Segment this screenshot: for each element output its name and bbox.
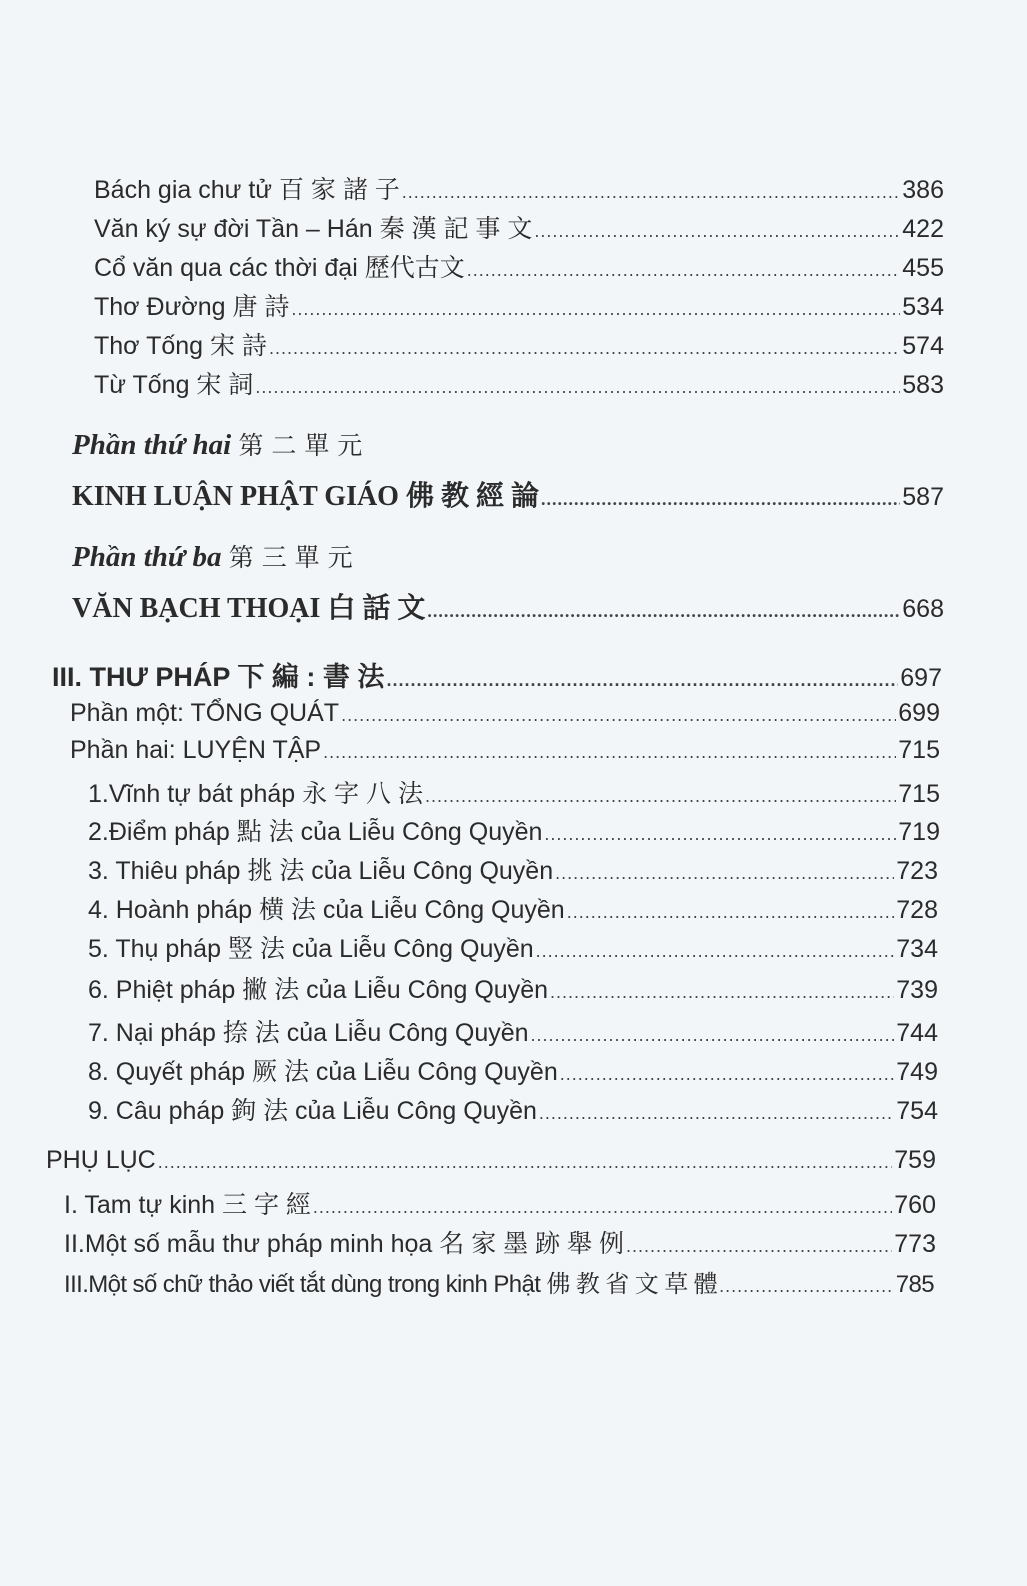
- appendix-heading: [46, 1146, 936, 1175]
- toc-entry-page: 785: [895, 1271, 934, 1298]
- toc-entry-page: 760: [894, 1191, 936, 1219]
- toc-entry-label: 1.Vĩnh tự bát pháp 永 字 八 法: [88, 780, 423, 808]
- toc-entry-page: 422: [902, 215, 944, 243]
- toc-entry-page: 699: [898, 699, 940, 727]
- toc-entry-page: 728: [896, 896, 938, 924]
- toc-entry-label: III. THƯ PHÁP 下 編 : 書 法: [52, 662, 385, 692]
- leader-dots: [544, 824, 896, 845]
- leader-dots: [291, 299, 900, 320]
- leader-dots: [467, 260, 901, 281]
- toc-entry-page: 734: [896, 935, 938, 963]
- toc-entry-page: 455: [902, 254, 944, 282]
- toc-entry: [94, 170, 944, 206]
- toc-entry-label: PHỤ LỤC: [46, 1146, 156, 1174]
- leader-dots: [550, 982, 894, 1003]
- toc-entry-page: 715: [898, 780, 940, 808]
- toc-entry-page: 697: [900, 664, 942, 692]
- leader-dots: [402, 182, 900, 203]
- toc-entry-page: 386: [902, 176, 944, 204]
- toc-entry-page: 744: [896, 1019, 938, 1047]
- leader-dots: [626, 1236, 892, 1257]
- toc-entry: [94, 209, 944, 245]
- leader-dots: [560, 1064, 895, 1085]
- toc-entry-page: 668: [902, 595, 944, 623]
- toc-entry: [94, 365, 944, 401]
- toc-entry: [88, 812, 940, 848]
- toc-entry-page: 754: [896, 1097, 938, 1125]
- leader-dots: [555, 863, 894, 884]
- toc-entry-label: Văn ký sự đời Tần – Hán 秦 漢 記 事 文: [94, 215, 533, 243]
- toc-entry: [64, 1264, 934, 1299]
- leader-dots: [313, 1197, 892, 1218]
- toc-entry: [88, 970, 938, 1006]
- toc-entry-page: 773: [894, 1230, 936, 1258]
- toc-entry-label: 6. Phiệt pháp 撇 法 của Liễu Công Quyền: [88, 976, 549, 1004]
- toc-entry-page: 739: [896, 976, 938, 1004]
- toc-entry-label: 5. Thụ pháp 竪 法 của Liễu Công Quyền: [88, 935, 534, 963]
- toc-entry-label: 3. Thiêu pháp 挑 法 của Liễu Công Quyền: [88, 857, 554, 885]
- toc-entry-label: 4. Hoành pháp 横 法 của Liễu Công Quyền: [88, 896, 565, 924]
- toc-entry-label: 9. Câu pháp 鉤 法 của Liễu Công Quyền: [88, 1097, 537, 1125]
- toc-entry-label: Phần hai: LUYỆN TẬP: [70, 736, 322, 764]
- leader-dots: [567, 902, 895, 923]
- toc-entry: [88, 851, 938, 887]
- toc-entry-page: 715: [898, 736, 940, 764]
- toc-entry-label: II.Một số mẫu thư pháp minh họa 名 家 墨 跡 舉 例: [64, 1230, 624, 1258]
- toc-entry-page: 587: [902, 483, 944, 511]
- toc-entry-label: 2.Điểm pháp 點 法 của Liễu Công Quyền: [88, 818, 543, 846]
- leader-dots: [425, 786, 896, 807]
- leader-dots: [539, 1103, 894, 1124]
- toc-entry: [94, 326, 944, 362]
- leader-dots: [536, 941, 895, 962]
- toc-entry-label: VĂN BẠCH THOẠI 白 話 文: [72, 593, 426, 624]
- part-heading: [72, 426, 362, 462]
- toc-entry-label: I. Tam tự kinh 三 字 經: [64, 1191, 311, 1219]
- leader-dots: [386, 670, 898, 691]
- toc-entry-label: Bách gia chư tử 百 家 諸 子: [94, 176, 400, 204]
- toc-entry: [64, 1185, 936, 1221]
- toc-entry: [64, 1224, 936, 1260]
- part-heading-cjk: 第 二 單 元: [238, 431, 363, 460]
- toc-entry-page: 534: [902, 293, 944, 321]
- part-heading-cjk: 第 三 單 元: [228, 543, 353, 572]
- toc-entry-label: 7. Nại pháp 捺 法 của Liễu Công Quyền: [88, 1019, 529, 1047]
- toc-entry: [70, 736, 940, 765]
- leader-dots: [323, 742, 896, 763]
- toc-entry-label: 8. Quyết pháp 厥 法 của Liễu Công Quyền: [88, 1058, 558, 1086]
- toc-entry: [72, 474, 944, 514]
- toc-entry-label: Phần một: TỔNG QUÁT: [70, 699, 340, 727]
- toc-entry-page: 759: [894, 1146, 936, 1174]
- toc-entry: [70, 699, 940, 728]
- toc-entry: [88, 1013, 938, 1049]
- leader-dots: [341, 705, 896, 726]
- toc-entry-page: 749: [896, 1058, 938, 1086]
- toc-entry-label: Thơ Tống 宋 詩: [94, 332, 267, 360]
- toc-entry: [72, 586, 944, 626]
- leader-dots: [719, 1276, 894, 1297]
- toc-entry-label: III.Một số chữ thảo viết tắt dùng trong kinh Phật 佛 教 省 文 草 體: [64, 1271, 718, 1298]
- toc-entry: [94, 248, 944, 284]
- toc-entry-page: 723: [896, 857, 938, 885]
- leader-dots: [255, 377, 900, 398]
- toc-entry: [88, 1052, 938, 1088]
- toc-entry-page: 574: [902, 332, 944, 360]
- toc-entry-page: 583: [902, 371, 944, 399]
- toc-entry: [88, 774, 940, 810]
- toc-entry-label: KINH LUẬN PHẬT GIÁO 佛 教 經 論: [72, 481, 539, 512]
- part-heading-title: Phần thứ ba: [72, 541, 222, 573]
- toc-entry: [88, 929, 938, 965]
- leader-dots: [269, 338, 900, 359]
- toc-entry-label: Từ Tống 宋 詞: [94, 371, 254, 399]
- toc-entry: [94, 287, 944, 323]
- toc-entry: [88, 1091, 938, 1127]
- part-heading-title: Phần thứ hai: [72, 429, 232, 461]
- leader-dots: [427, 601, 900, 622]
- toc-entry: [88, 890, 938, 926]
- leader-dots: [158, 1152, 893, 1173]
- toc-entry-label: Thơ Đường 唐 詩: [94, 293, 290, 321]
- toc-entry-label: Cổ văn qua các thời đại 歷代古文: [94, 254, 465, 282]
- part-heading: [72, 538, 353, 574]
- leader-dots: [541, 489, 900, 510]
- section-heading: [52, 655, 942, 694]
- leader-dots: [534, 221, 900, 242]
- leader-dots: [531, 1025, 895, 1046]
- toc-entry-page: 719: [898, 818, 940, 846]
